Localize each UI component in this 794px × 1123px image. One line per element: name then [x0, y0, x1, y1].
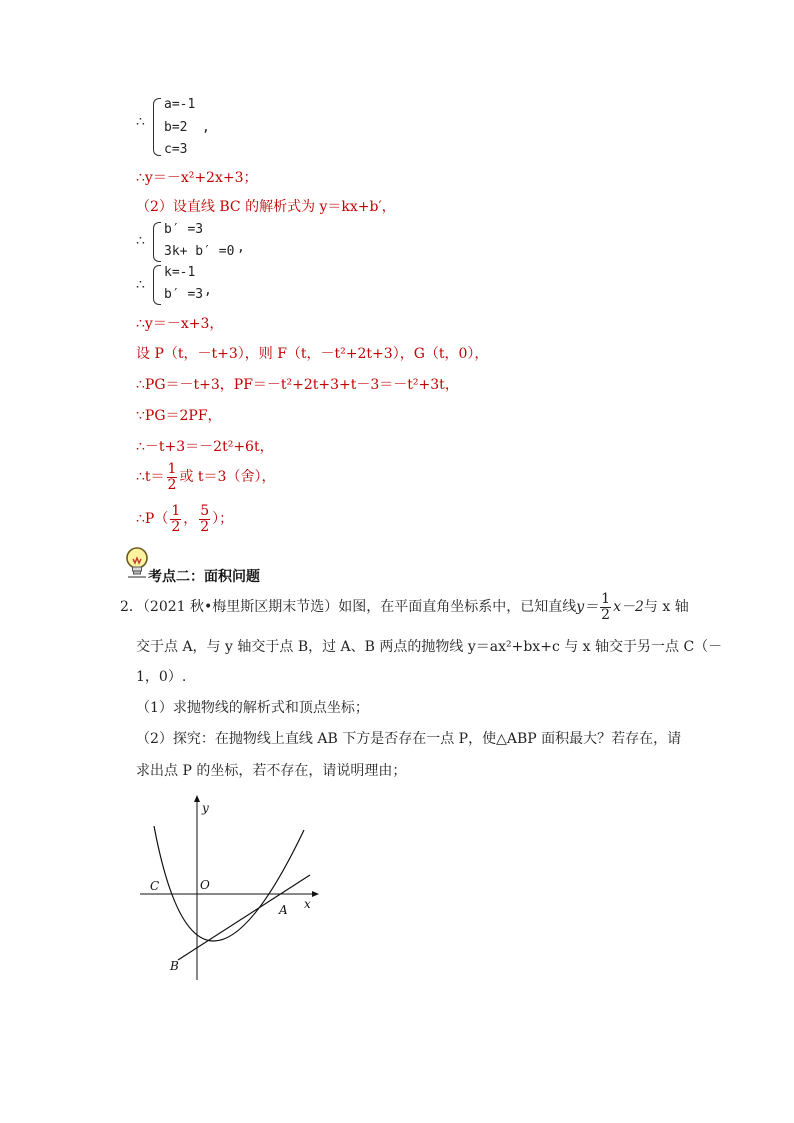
system-line: b=2: [164, 120, 188, 135]
fraction: [199, 504, 210, 534]
question-text: 2．（2021 秋•梅里斯区期末节选）如图，在平面直角坐标系中，已知直线: [120, 599, 577, 616]
solution-line: （2）设直线 BC 的解析式为 y＝kx+b′，: [136, 199, 396, 215]
system-line: k=-1: [164, 265, 196, 280]
line-ab: [178, 875, 310, 960]
solution-line: ∴y＝－x+3，: [136, 316, 224, 332]
question-text: 与 x 轴: [643, 599, 689, 616]
solution-line-fraction: [136, 504, 233, 534]
system-line: a=-1: [164, 97, 196, 112]
system-tail: ,: [204, 283, 212, 298]
fraction-denominator: 2: [200, 518, 210, 535]
system-line: b′ =3: [164, 287, 204, 302]
solution-text: 或 t＝3（舍），: [179, 469, 276, 486]
fraction-denominator: 2: [167, 476, 177, 493]
equation-text: y＝: [576, 599, 599, 616]
system-tail: ,: [237, 240, 245, 255]
solution-text: ∴P（: [136, 511, 169, 528]
fraction: [600, 592, 611, 622]
solution-line: ∴y＝－x²+2x+3；: [136, 170, 258, 186]
fraction: [170, 504, 181, 534]
system-line: b′ =3: [164, 222, 204, 237]
fraction-numerator: 5: [200, 503, 210, 519]
system-brace: [153, 222, 161, 262]
solution-line-fraction: [136, 462, 275, 492]
system-tail: ,: [202, 120, 210, 135]
equation-text: x－2: [613, 599, 644, 616]
solution-line: ∴PG＝－t+3，PF＝－t²+2t+3+t－3＝－t²+3t，: [136, 377, 459, 393]
point-b-label: B: [170, 959, 179, 973]
sub-question: 求出点 P 的坐标，若不存在，请说明理由；: [136, 763, 407, 779]
system-line: c=3: [164, 142, 188, 157]
question-line: 交于点 A，与 y 轴交于点 B，过 A、B 两点的抛物线 y＝ax²+bx+c 与 x 轴交于另一点 C（－: [136, 639, 723, 655]
fraction-numerator: 1: [601, 591, 611, 607]
therefore-symbol: ∴: [136, 233, 145, 249]
y-axis-label: y: [202, 801, 209, 815]
coordinate-figure: [130, 790, 330, 990]
fraction-denominator: 2: [601, 606, 611, 623]
solution-text: ∴t＝: [136, 469, 165, 486]
system-brace: [153, 98, 161, 156]
fraction-numerator: 1: [167, 461, 177, 477]
solution-line: 设 P（t，－t+3），则 F（t，－t²+2t+3），G（t，0），: [136, 346, 489, 362]
sub-question: （2）探究：在抛物线上直线 AB 下方是否存在一点 P，使△ABP 面积最大？若存在，请: [136, 731, 682, 747]
point-c-label: C: [150, 879, 160, 893]
sub-question: （1）求抛物线的解析式和顶点坐标；: [136, 700, 369, 716]
x-axis-label: x: [304, 897, 311, 911]
solution-line: ∵PG＝2PF，: [136, 408, 222, 424]
origin-label: O: [200, 878, 210, 892]
therefore-symbol: ∴: [136, 277, 145, 293]
system-line: 3k+ b′ =0: [164, 244, 235, 259]
section-title: 考点二：面积问题: [148, 569, 260, 585]
lightbulb-icon: [124, 546, 150, 580]
fraction: [167, 462, 178, 492]
therefore-symbol: ∴: [136, 114, 145, 130]
solution-text: ，: [183, 511, 198, 528]
system-brace: [153, 265, 161, 305]
fraction-denominator: 2: [171, 518, 181, 535]
question-line: 1，0）.: [136, 669, 187, 685]
point-a-label: A: [279, 903, 288, 917]
question-line: [120, 592, 689, 622]
solution-text: ）；: [212, 511, 234, 528]
solution-line: ∴－t+3＝－2t²+6t，: [136, 439, 274, 455]
parabola-curve: [154, 826, 304, 941]
fraction-numerator: 1: [171, 503, 181, 519]
